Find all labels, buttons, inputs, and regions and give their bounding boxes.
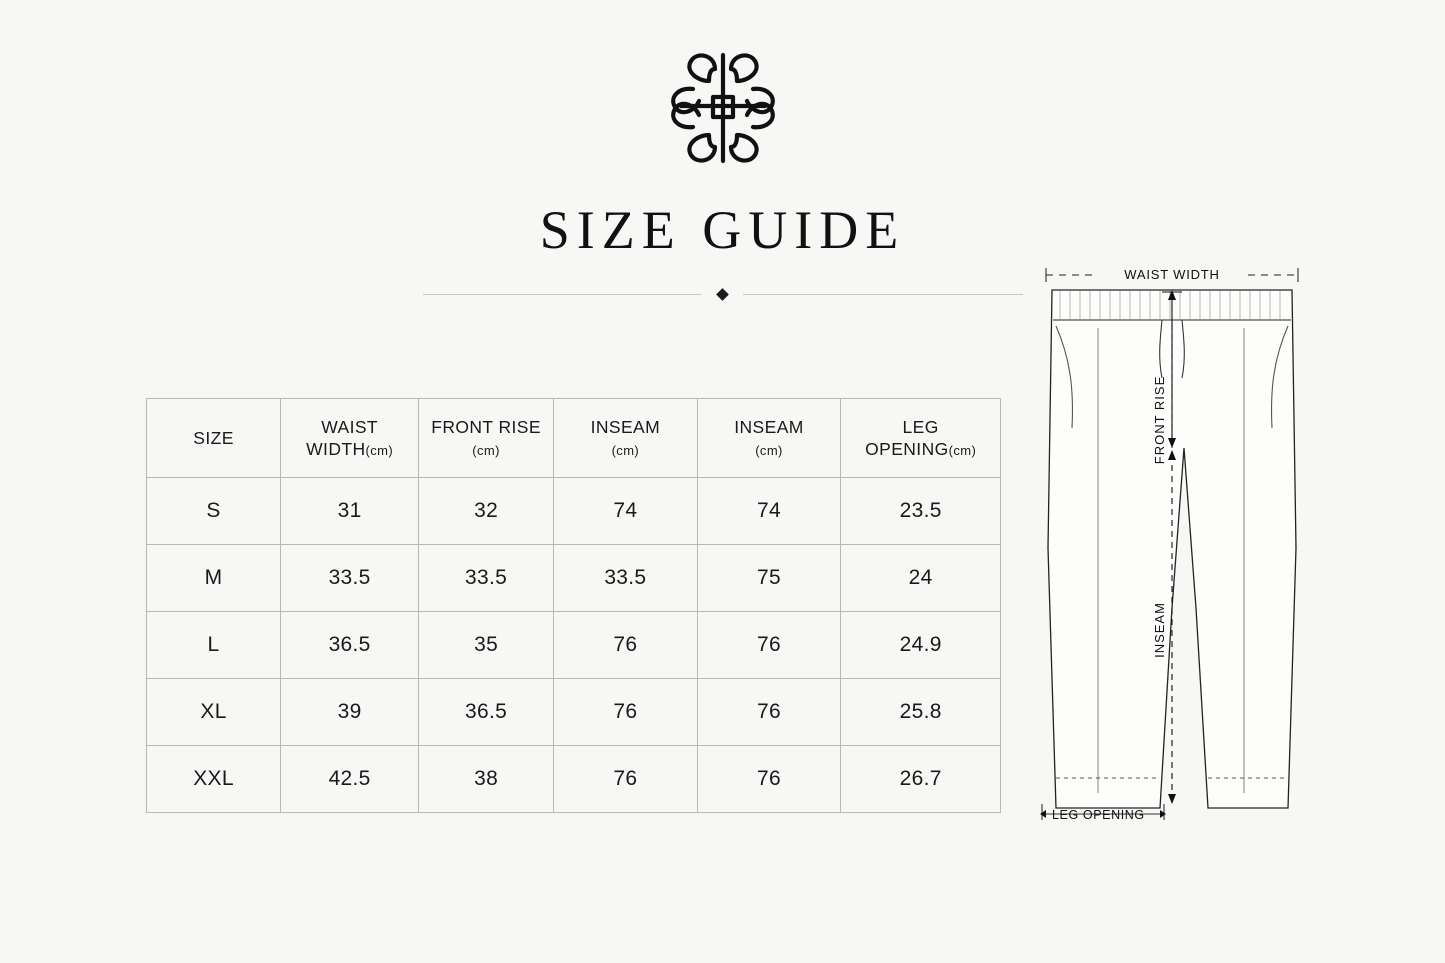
- cell-front-rise: 33.5: [419, 545, 554, 612]
- label-waist-width: WAIST WIDTH: [1124, 267, 1220, 282]
- divider-line-right: [743, 294, 1023, 295]
- column-header-inseam-2-label: INSEAM: [734, 416, 804, 437]
- size-table-container: [146, 398, 1001, 813]
- cell-inseam-2: 76: [697, 746, 841, 813]
- column-header-size-label: SIZE: [193, 427, 234, 448]
- column-header-inseam-1: [554, 399, 698, 478]
- cell-inseam-2: 76: [697, 612, 841, 679]
- cell-inseam-2: 76: [697, 679, 841, 746]
- table-row: [147, 746, 1001, 813]
- cell-front-rise: 36.5: [419, 679, 554, 746]
- cell-waist-width: 31: [281, 478, 419, 545]
- cell-inseam-1: 33.5: [554, 545, 698, 612]
- cell-waist-width: 33.5: [281, 545, 419, 612]
- cell-front-rise: 35: [419, 612, 554, 679]
- divider-line-left: [423, 294, 703, 295]
- label-inseam: INSEAM: [1152, 602, 1167, 658]
- ornamental-clover-logo-icon: [648, 40, 798, 175]
- diamond-divider-icon: [423, 287, 1023, 301]
- cell-inseam-2: 75: [697, 545, 841, 612]
- column-header-waist-width-unit: (cm): [365, 443, 394, 458]
- cell-inseam-1: 76: [554, 612, 698, 679]
- column-header-inseam-2: [697, 399, 841, 478]
- page-title: SIZE GUIDE: [539, 200, 906, 260]
- cell-inseam-2: 74: [697, 478, 841, 545]
- column-header-front-rise-label: FRONT RISE: [431, 416, 541, 437]
- cell-waist-width: 42.5: [281, 746, 419, 813]
- column-header-waist-width-label: WAIST WIDTH: [306, 416, 378, 459]
- column-header-inseam-1-unit: (cm): [611, 443, 640, 458]
- table-row: [147, 545, 1001, 612]
- size-table-body: [147, 478, 1001, 813]
- size-table-head: [147, 399, 1001, 478]
- cell-size: S: [147, 478, 281, 545]
- column-header-size: [147, 399, 281, 478]
- cell-front-rise: 32: [419, 478, 554, 545]
- column-header-front-rise: [419, 399, 554, 478]
- table-row: [147, 679, 1001, 746]
- size-table: [146, 398, 1001, 813]
- cell-size: XL: [147, 679, 281, 746]
- cell-inseam-1: 76: [554, 679, 698, 746]
- cell-size: XXL: [147, 746, 281, 813]
- column-header-front-rise-unit: (cm): [472, 443, 500, 458]
- label-leg-opening: LEG OPENING: [1052, 808, 1145, 822]
- label-front-rise: FRONT RISE: [1152, 375, 1167, 465]
- column-header-waist-width: [281, 399, 419, 478]
- cell-waist-width: 36.5: [281, 612, 419, 679]
- cell-inseam-1: 76: [554, 746, 698, 813]
- cell-front-rise: 38: [419, 746, 554, 813]
- table-row: [147, 478, 1001, 545]
- cell-waist-width: 39: [281, 679, 419, 746]
- cell-inseam-1: 74: [554, 478, 698, 545]
- table-row: [147, 612, 1001, 679]
- column-header-leg-opening-unit: (cm): [948, 443, 977, 458]
- cell-size: M: [147, 545, 281, 612]
- cell-leg-opening: 26.7: [841, 746, 1001, 813]
- cell-leg-opening: 25.8: [841, 679, 1001, 746]
- cell-leg-opening: 24: [841, 545, 1001, 612]
- pants-measurement-diagram: [1012, 248, 1332, 838]
- cell-leg-opening: 23.5: [841, 478, 1001, 545]
- column-header-inseam-1-label: INSEAM: [590, 416, 661, 437]
- table-header-row: [147, 399, 1001, 478]
- divider-diamond: [716, 288, 729, 301]
- column-header-leg-opening-label: LEG OPENING: [865, 416, 949, 459]
- cell-size: L: [147, 612, 281, 679]
- cell-leg-opening: 24.9: [841, 612, 1001, 679]
- column-header-inseam-2-unit: (cm): [755, 443, 783, 458]
- column-header-leg-opening: [841, 399, 1001, 478]
